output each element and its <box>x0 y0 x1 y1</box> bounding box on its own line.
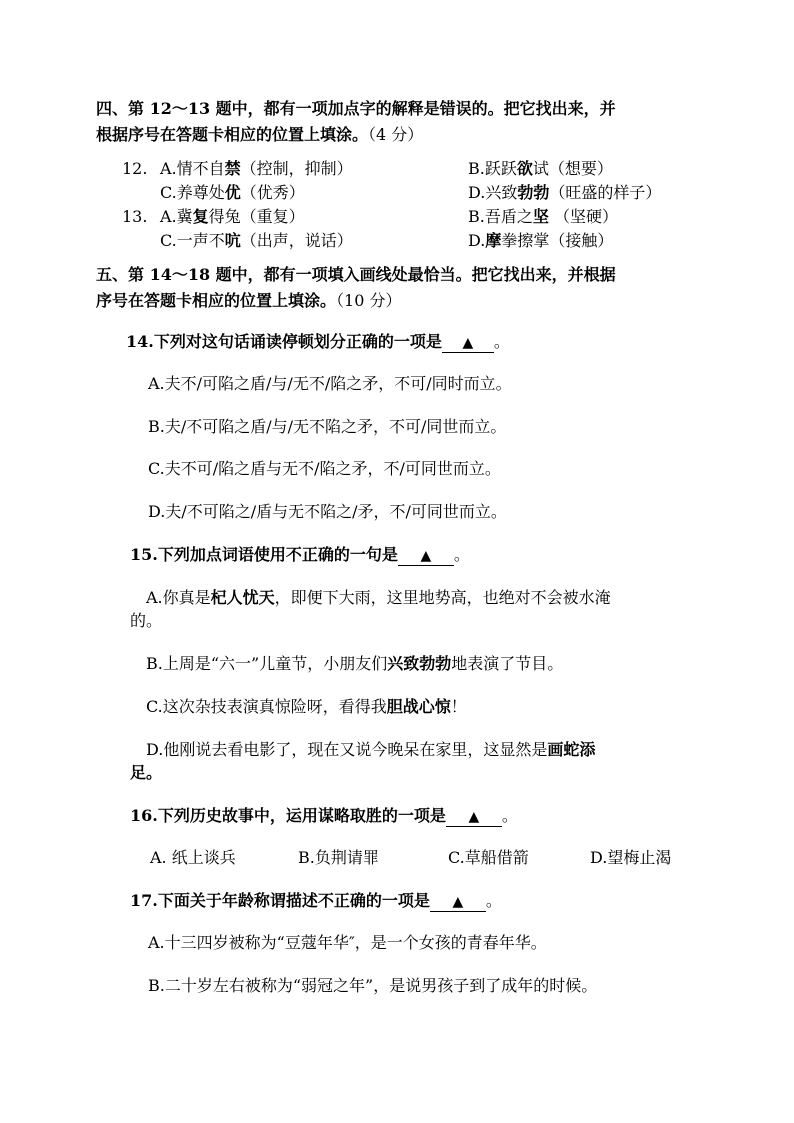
section4-heading-text: 根据序号在答题卡相应的位置上填涂。 <box>96 125 369 144</box>
q12-a-key: 禁 <box>224 159 241 178</box>
q16-stem: 16.下列历史故事中，运用谋略取胜的一项是 ▲ 。 <box>130 806 518 825</box>
q14-option-d: D.夫/不可陷之/盾与无不陷之/矛，不/可同世而立。 <box>148 502 507 521</box>
q16-option-a: A. 纸上谈兵 <box>150 848 236 867</box>
q16-option-b: B.负荆请罪 <box>298 848 379 867</box>
q17-stem: 17.下面关于年龄称谓描述不正确的一项是 ▲ 。 <box>130 891 502 910</box>
q13-option-d: D.摩拳擦掌（接触） <box>468 231 614 250</box>
answer-blank: ▲ <box>442 333 494 353</box>
q13-option-a: A.冀复得兔（重复） <box>160 207 305 226</box>
q15-option-c: C.这次杂技表演真惊险呀，看得我胆战心惊！ <box>146 697 467 716</box>
section5-heading-line2 <box>96 290 401 312</box>
section4-heading-line2 <box>96 124 423 146</box>
q12-number: 12. <box>122 159 148 178</box>
q15-option-a-cont: 的。 <box>130 611 163 630</box>
q16-option-d: D.望梅止渴 <box>590 848 672 867</box>
q15-stem: 15.下列加点词语使用不正确的一句是 ▲ 。 <box>130 545 470 564</box>
q15-option-d-cont: 足。 <box>130 763 163 782</box>
q15-a-key: 杞人忧天 <box>210 588 275 607</box>
q12-option-d: D.兴致勃勃（旺盛的样子） <box>468 183 662 202</box>
q13-c-key: 吭 <box>224 231 241 250</box>
section4-heading-line1: 四、第 12～13 题中，都有一项加点字的解释是错误的。把它找出来，并 <box>96 99 616 118</box>
q12-option-b: B.跃跃欲试（想要） <box>468 159 613 178</box>
q12-c-key: 优 <box>224 183 241 202</box>
q13-option-b: B.吾盾之坚 （坚硬） <box>468 207 618 226</box>
q15-option-d: D.他刚说去看电影了，现在又说今晚呆在家里，这显然是画蛇添 <box>146 740 596 759</box>
answer-blank: ▲ <box>446 807 502 827</box>
q13-b-key: 坚 <box>532 207 549 226</box>
q14-option-b: B.夫/不可陷之盾/与/无不陷之矛，不可/同世而立。 <box>148 417 507 436</box>
q15-option-a: A.你真是杞人忧天，即便下大雨，这里地势高，也绝对不会被水淹 <box>146 588 611 607</box>
q15-b-key: 兴致勃勃 <box>387 654 452 673</box>
section5-heading-text: 序号在答题卡相应的位置上填涂。 <box>96 291 337 310</box>
q13-number: 13. <box>122 207 148 226</box>
q15-option-b: B.上周是“六一”儿童节，小朋友们兴致勃勃地表演了节目。 <box>146 654 564 673</box>
q12-d-key: 勃勃 <box>517 183 550 202</box>
q14-option-a: A.夫不/可陷之盾/与/无不/陷之矛，不可/同时而立。 <box>148 374 512 393</box>
q12-b-key: 欲 <box>516 159 533 178</box>
q12-option-c: C.养尊处优（优秀） <box>160 183 305 202</box>
answer-blank: ▲ <box>430 892 486 912</box>
section4-score: （4 分） <box>368 125 424 144</box>
q13-d-key: 摩 <box>485 231 502 250</box>
q17-option-b: B.二十岁左右被称为“弱冠之年”，是说男孩子到了成年的时候。 <box>148 976 598 995</box>
q15-c-key: 胆战心惊 <box>386 697 451 716</box>
q14-stem: 14.下列对这句话诵读停顿划分正确的一项是 ▲ 。 <box>126 332 510 351</box>
q16-option-c: C.草船借箭 <box>448 848 529 867</box>
answer-blank: ▲ <box>398 546 454 566</box>
q13-option-c: C.一声不吭（出声，说话） <box>160 231 353 250</box>
q17-option-a: A.十三四岁被称为“豆蔻年华″，是一个女孩的青春年华。 <box>148 933 547 952</box>
q12-option-a: A.情不自禁（控制，抑制） <box>160 159 353 178</box>
q15-d-key: 画蛇添 <box>547 740 596 759</box>
q13-a-key: 复 <box>192 207 209 226</box>
section5-score: （10 分） <box>336 291 402 310</box>
q14-option-c: C.夫不可/陷之盾与无不/陷之矛，不/可同世而立。 <box>148 459 501 478</box>
section5-heading-line1: 五、第 14～18 题中，都有一项填入画线处最恰当。把它找出来，并根据 <box>96 265 616 284</box>
